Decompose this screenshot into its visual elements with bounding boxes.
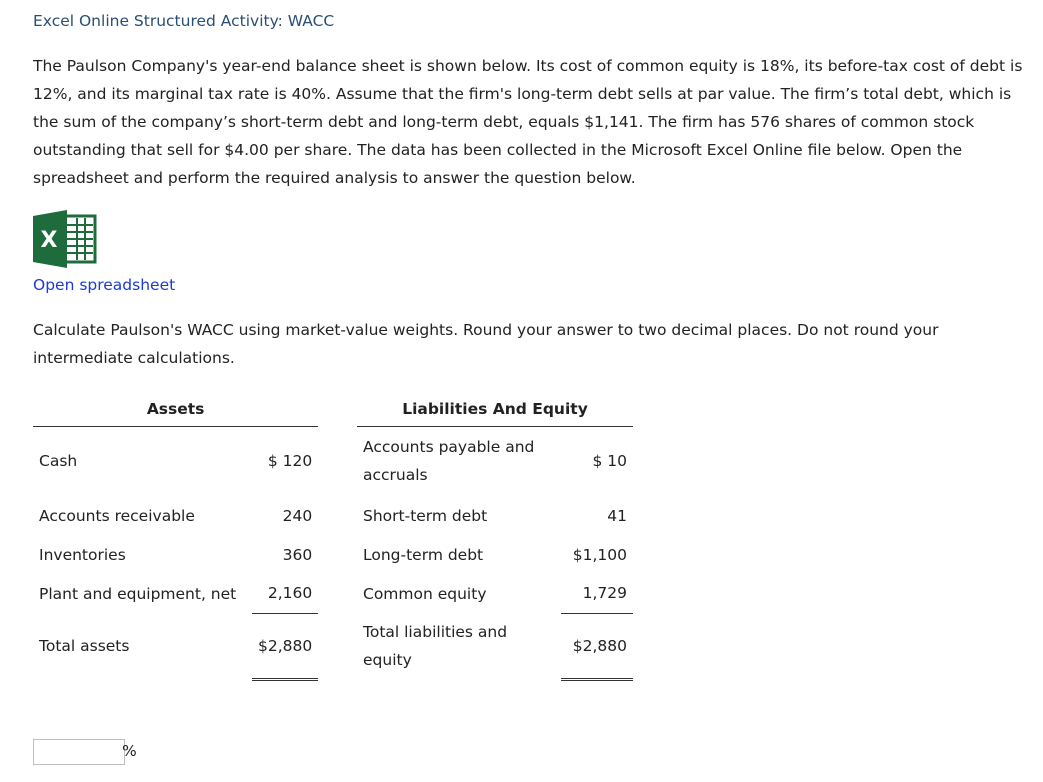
liability-label: Accounts payable and accruals: [363, 438, 535, 485]
liabilities-header: Liabilities And Equity: [357, 392, 633, 426]
wacc-answer-input[interactable]: [33, 739, 125, 765]
percent-unit: %: [122, 742, 137, 760]
liability-total-value: $2,880: [561, 613, 633, 679]
asset-label: Cash: [39, 452, 78, 471]
liability-value: $1,100: [572, 545, 627, 564]
liability-total-label: Total liabilities and equity: [363, 623, 508, 669]
liability-label: Short-term debt: [363, 506, 488, 525]
asset-total-value: $2,880: [252, 613, 318, 679]
asset-label: Accounts receivable: [39, 506, 195, 525]
liability-value: 41: [607, 506, 627, 525]
open-spreadsheet-link[interactable]: Open spreadsheet: [33, 276, 176, 294]
assets-header: Assets: [33, 392, 318, 426]
asset-total-label: Total assets: [39, 637, 130, 655]
liability-label: Common equity: [363, 584, 487, 603]
liability-value: $ 10: [592, 452, 627, 471]
asset-value: 240: [282, 506, 313, 525]
assets-table: [33, 392, 318, 681]
liability-label: Long-term debt: [363, 545, 484, 564]
asset-value: $ 120: [267, 452, 313, 471]
question-text: Calculate Paulson's WACC using market-value weights. Round your answer to two decimal places. Do not round your intermediate calculations.: [33, 321, 939, 367]
asset-label: Inventories: [39, 545, 126, 564]
liability-value: 1,729: [561, 574, 633, 613]
problem-intro: The Paulson Company's year-end balance sheet is shown below. Its cost of common equity is 18%, its before-tax cost of debt is 12%, and its marginal tax rate is 40%. Assume that the firm's long-term debt sells at par value. The firm’s total debt, which is the sum of the company’s short-term debt and long-term debt, equals $1,141. The firm has 576 shares of common stock outstanding that sell for $4.00 per share. The data has been collected in the Microsoft Excel Online file below. Open the spreadsheet and perform the required analysis to answer the question below.: [33, 57, 1023, 187]
asset-label: Plant and equipment, net: [39, 584, 237, 603]
activity-title: Excel Online Structured Activity: WACC: [33, 12, 335, 30]
asset-value: 360: [282, 545, 313, 564]
excel-icon[interactable]: [33, 210, 97, 268]
liabilities-table: [357, 392, 633, 681]
excel-icon-letter: X: [40, 228, 58, 253]
asset-value: 2,160: [252, 574, 318, 613]
